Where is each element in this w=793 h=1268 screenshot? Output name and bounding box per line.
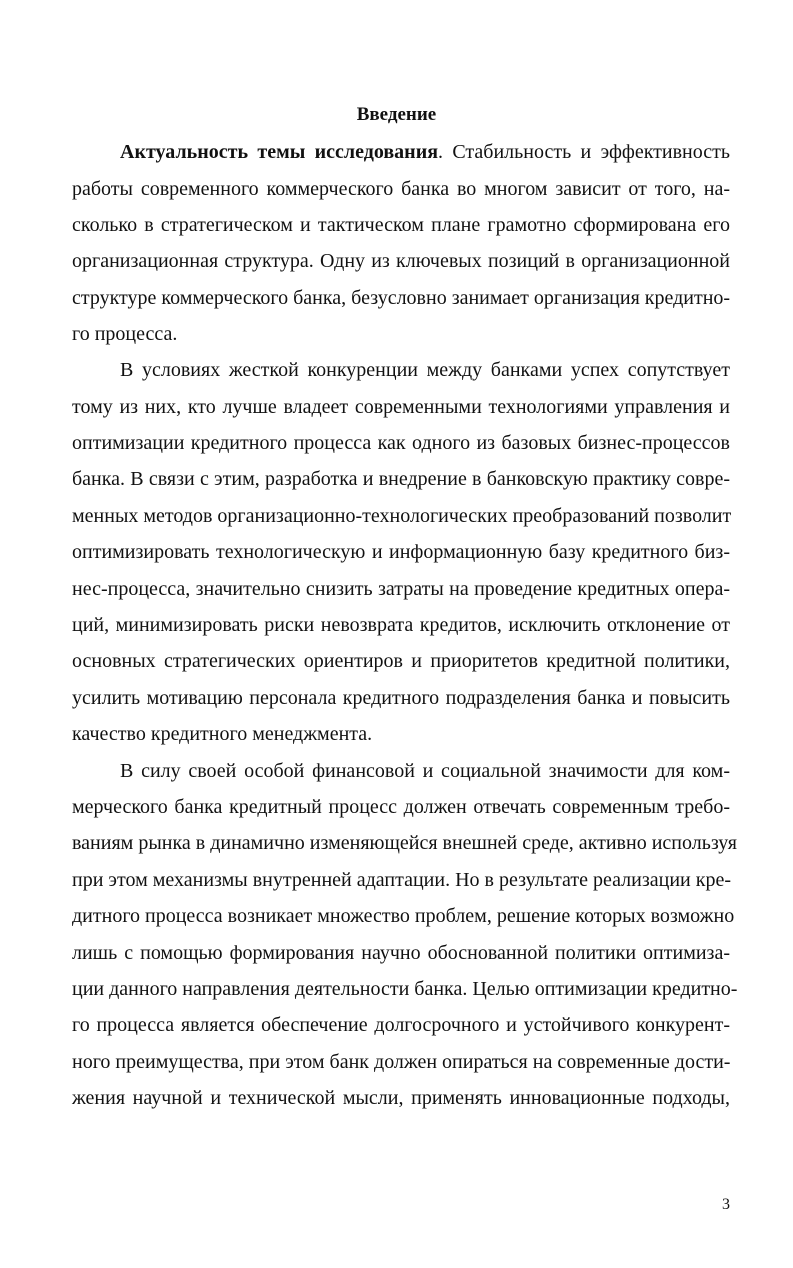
text-line: мерческого банка кредитный процесс должен отвечать современным требо- xyxy=(72,796,730,818)
text-line: ции данного направления деятельности банка. Целью оптимизации кредитно- xyxy=(72,978,738,1000)
text-line: ций, минимизировать риски невозврата кредитов, исключить отклонение от xyxy=(72,614,730,636)
text-line: основных стратегических ориентиров и приоритетов кредитной политики, xyxy=(72,650,730,672)
text-line: Актуальность темы исследования. Стабильность и эффективность xyxy=(120,141,730,163)
text-line: го процесса является обеспечение долгосрочного и устойчивого конкурент- xyxy=(72,1014,730,1036)
text-line: дитного процесса возникает множество проблем, решение которых возможно xyxy=(72,905,735,927)
text-line: го процесса. xyxy=(72,323,178,345)
text-line: структуре коммерческого банка, безусловно занимает организация кредитно- xyxy=(72,287,731,309)
text-line: В силу своей особой финансовой и социальной значимости для ком- xyxy=(120,760,730,782)
text-line: при этом механизмы внутренней адаптации. Но в результате реализации кре- xyxy=(72,869,731,891)
text-line: оптимизации кредитного процесса как одного из базовых бизнес-процессов xyxy=(72,432,730,454)
text-line: В условиях жесткой конкуренции между банками успех сопутствует xyxy=(120,359,730,381)
text-line: организационная структура. Одну из ключевых позиций в организационной xyxy=(72,250,730,272)
page-number: 3 xyxy=(722,1196,730,1213)
text-line: банка. В связи с этим, разработка и внедрение в банковскую практику совре- xyxy=(72,468,730,490)
text-line: тому из них, кто лучше владеет современными технологиями управления и xyxy=(72,396,730,418)
text-line: оптимизировать технологическую и информационную базу кредитного биз- xyxy=(72,541,730,563)
text-line: усилить мотивацию персонала кредитного подразделения банка и повысить xyxy=(72,687,730,709)
text-line: сколько в стратегическом и тактическом плане грамотно сформирована его xyxy=(72,214,730,236)
text-line: лишь с помощью формирования научно обоснованной политики оптимиза- xyxy=(72,942,730,964)
text-line: ного преимущества, при этом банк должен опираться на современные дости- xyxy=(72,1051,731,1073)
section-title: Введение xyxy=(356,104,437,125)
text-line: ваниям рынка в динамично изменяющейся внешней среде, активно используя xyxy=(72,832,737,854)
text-line: качество кредитного менеджмента. xyxy=(72,723,373,745)
text-line: нес-процесса, значительно снизить затраты на проведение кредитных опера- xyxy=(72,578,730,600)
text-line: жения научной и технической мысли, применять инновационные подходы, xyxy=(72,1087,730,1109)
lead-phrase: Актуальность темы исследования xyxy=(120,141,439,163)
text-line: работы современного коммерческого банка во многом зависит от того, на- xyxy=(72,178,730,200)
text-line: менных методов организационно-технологических преобразований позволит xyxy=(72,505,732,527)
